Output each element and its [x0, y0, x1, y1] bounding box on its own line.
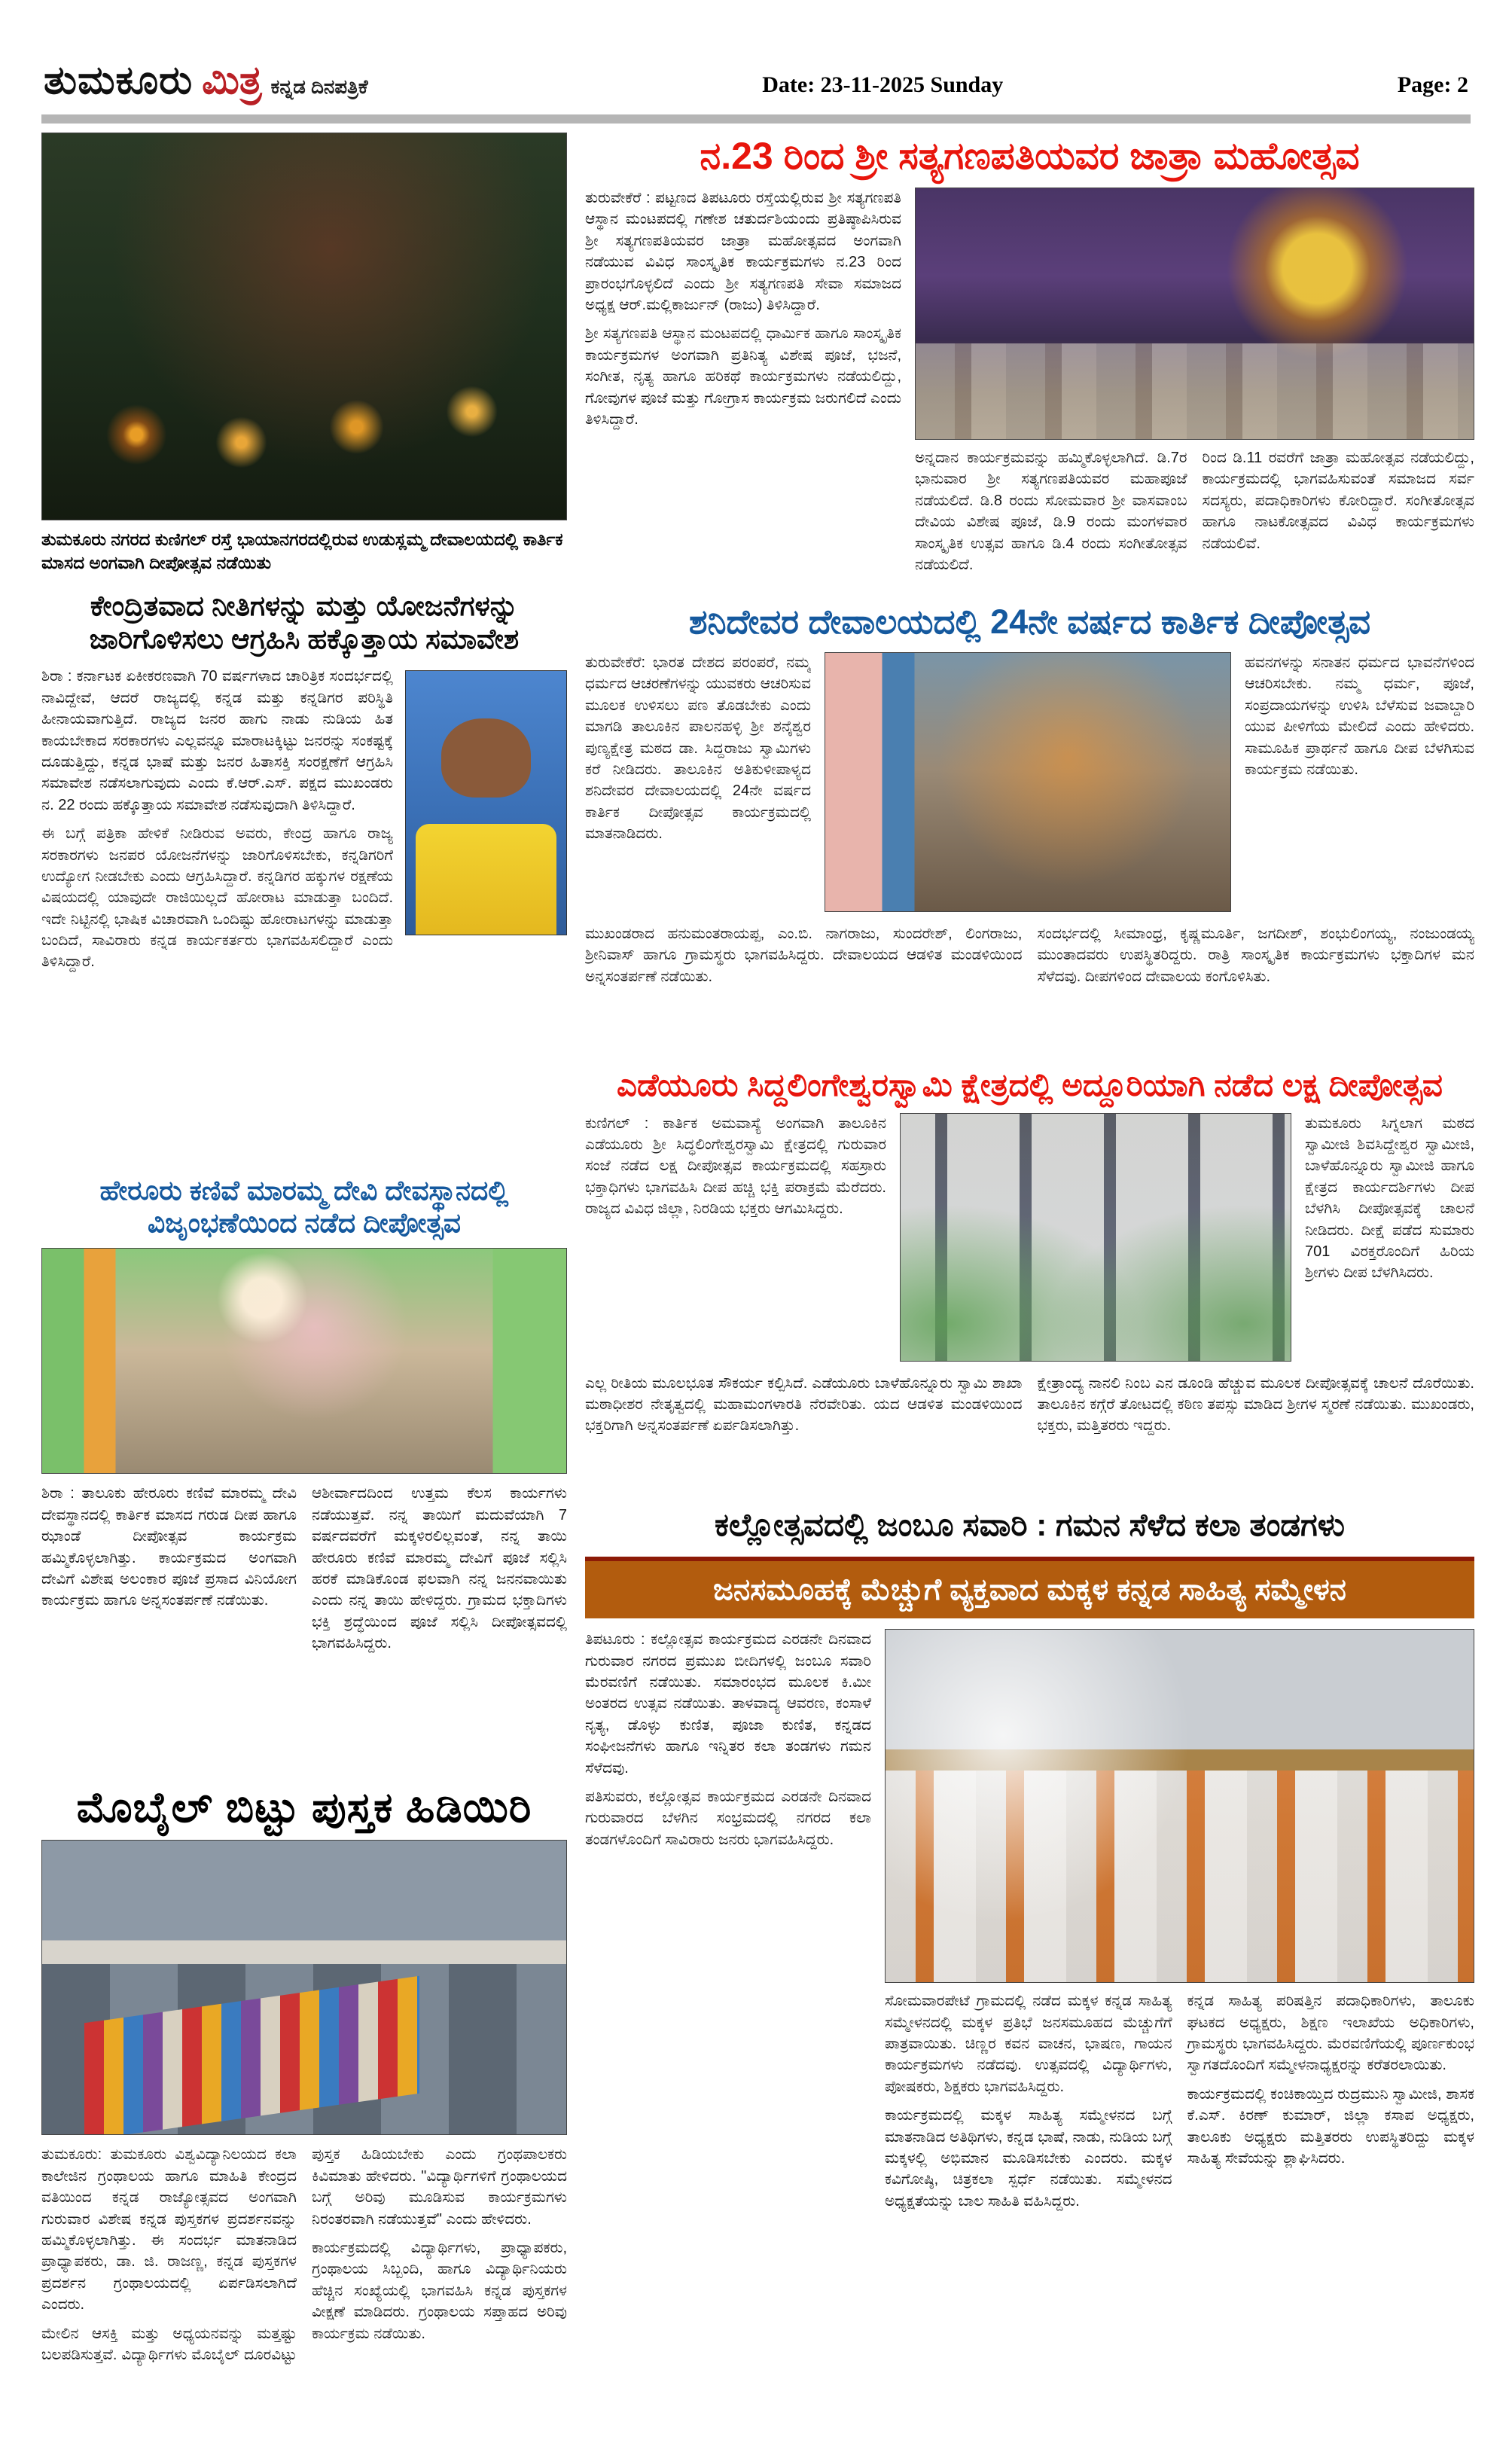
photo-jamboo-savari-procession	[885, 1629, 1474, 1983]
article-body: ಶ್ರೀ ಸತ್ಯಗಣಪತಿ ಆಸ್ಥಾನ ಮಂಟಪದಲ್ಲಿ ಧಾರ್ಮಿಕ ಹಾಗೂ ಸಾಂಸ್ಕೃತಿಕ ಕಾರ್ಯಕ್ರಮಗಳ ಅಂಗವಾಗಿ ಪ್ರತಿನಿತ್ಯ ವಿಶೇಷ ಪೂಜೆ, ಭಜನೆ, ಸಂಗೀತ, ನೃತ್ಯ ಹಾಗೂ ಹರಿಕಥೆ ಕಾರ್ಯಕ್ರಮಗಳು ನಡೆಯಲಿದ್ದು, ಗೋವುಗಳ ಪೂಜೆ ಮತ್ತು ಗೋಗ್ರಾಸ ಕಾರ್ಯಕ್ರಮ ಜರುಗಲಿದೆ ಎಂದು ತಿಳಿಸಿದ್ದಾರೆ.	[585, 325, 901, 428]
headline-heruru: ಹೇರೂರು ಕಣಿವೆ ಮಾರಮ್ಮ ದೇವಿ ದೇವಸ್ಥಾನದಲ್ಲಿ ವಿಜೃಂಭಣೆಯಿಂದ ನಡೆದ ದೀಪೋತ್ಸವ	[99, 1175, 509, 1238]
photo-shani-deepotsava	[825, 652, 1231, 912]
photo-jathra-felicitation	[915, 188, 1474, 440]
article-body: ರಿಂದ ಡಿ.11 ರವರೆಗೆ ಜಾತ್ರಾ ಮಹೋತ್ಸವ ನಡೆಯಲಿದ್ದು, ಕಾರ್ಯಕ್ರಮದಲ್ಲಿ ಭಾಗವಹಿಸುವಂತೆ ಸಮಾಜದ ಸರ್ವ ಸದಸ್ಯರು, ಪದಾಧಿಕಾರಿಗಳು ಕೋರಿದ್ದಾರೆ. ಸಂಗೀತೋತ್ಸವ ಹಾಗೂ ನಾಟಕೋತ್ಸವದ ವಿವಿಧ ಕಾರ್ಯಕ್ರಮಗಳು ನಡೆಯಲಿವೆ.	[1202, 450, 1474, 552]
headline-pustaka: ಮೊಬೈಲ್ ಬಿಟ್ಟು ಪುಸ್ತಕ ಹಿಡಿಯಿರಿ	[76, 1783, 532, 1832]
headline-jathra: ನ.23 ರಿಂದ ಶ್ರೀ ಸತ್ಯಗಣಪತಿಯವರ ಜಾತ್ರಾ ಮಹೋತ್ಸವ	[700, 135, 1360, 177]
article-samavesha	[41, 666, 567, 1163]
article-body: ಅನ್ನದಾನ ಕಾರ್ಯಕ್ರಮವನ್ನು ಹಮ್ಮಿಕೊಳ್ಳಲಾಗಿದೆ. ಡಿ.7ರ ಭಾನುವಾರ ಶ್ರೀ ಸತ್ಯಗಣಪತಿಯವರ ಮಹಾಪೂಜೆ ನಡೆಯಲಿದೆ. ಡಿ.8 ರಂದು ಸೋಮವಾರ ಶ್ರೀ ವಾಸವಾಂಬ ದೇವಿಯ ವಿಶೇಷ ಪೂಜೆ, ಡಿ.9 ರಂದು ಮಂಗಳವಾರ ಸಾಂಸ್ಕೃತಿಕ ಉತ್ಸವ ಹಾಗೂ ಡಿ.4 ರಂದು ಸಂಗೀತೋತ್ಸವ ನಡೆಯಲಿದೆ.	[915, 450, 1187, 573]
article-jathra-top	[585, 188, 1474, 594]
article-body: ಕಾರ್ಯಕ್ರಮದಲ್ಲಿ ಮಕ್ಕಳ ಸಾಹಿತ್ಯ ಸಮ್ಮೇಳನದ ಬಗ್ಗೆ ಮಾತನಾಡಿದ ಅತಿಥಿಗಳು, ಕನ್ನಡ ಭಾಷೆ, ನಾಡು, ನುಡಿಯ ಬಗ್ಗೆ ಮಕ್ಕಳಲ್ಲಿ ಅಭಿಮಾನ ಮೂಡಿಸಬೇಕು ಎಂದರು. ಮಕ್ಕಳ ಕವಿಗೋಷ್ಠಿ, ಚಿತ್ರಕಲಾ ಸ್ಪರ್ಧೆ ನಡೆಯಿತು. ಸಮ್ಮೇಳನದ ಅಧ್ಯಕ್ಷತೆಯನ್ನು ಬಾಲ ಸಾಹಿತಿ ವಹಿಸಿದ್ದರು.	[885, 2107, 1172, 2210]
article-body: ಪತಿಸುವರು, ಕಲ್ಲೋತ್ಸವ ಕಾರ್ಯಕ್ರಮದ ಎರಡನೇ ದಿನವಾದ ಗುರುವಾರದ ಬೆಳಗಿನ ಸಂಭ್ರಮದಲ್ಲಿ ನಗರದ ಕಲಾ ತಂಡಗಳೊಂದಿಗೆ ಸಾವಿರಾರು ಜನರು ಭಾಗವಹಿಸಿದ್ದರು.	[585, 1788, 871, 1848]
article-body: ಸೋಮವಾರಪೇಟೆ ಗ್ರಾಮದಲ್ಲಿ ನಡೆದ ಮಕ್ಕಳ ಕನ್ನಡ ಸಾಹಿತ್ಯ ಸಮ್ಮೇಳನದಲ್ಲಿ ಮಕ್ಕಳ ಪ್ರತಿಭೆ ಜನಸಮೂಹದ ಮೆಚ್ಚುಗೆಗೆ ಪಾತ್ರವಾಯಿತು. ಚಿಣ್ಣರ ಕವನ ವಾಚನ, ಭಾಷಣ, ಗಾಯನ ಕಾರ್ಯಕ್ರಮಗಳು ನಡೆದವು. ಉತ್ಸವದಲ್ಲಿ ವಿದ್ಯಾರ್ಥಿಗಳು, ಪೋಷಕರು, ಶಿಕ್ಷಕರು ಭಾಗವಹಿಸಿದ್ದರು.	[885, 1993, 1172, 2095]
right-column	[585, 133, 1474, 2423]
photo-leader-portrait	[405, 670, 567, 935]
article-pustaka	[41, 2144, 567, 2423]
article-body: ಮೇಲಿನ ಆಸಕ್ತಿ ಮತ್ತು ಅಧ್ಯಯನವನ್ನು ಮತ್ತಷ್ಟು ಬಲಪಡಿಸುತ್ತವೆ. ವಿದ್ಯಾರ್ಥಿಗಳು ಮೊಬೈಲ್ ದೂರವಿಟ್ಟು ಪುಸ್ತಕ ಹಿಡಿಯಬೇಕು ಎಂದು ಗ್ರಂಥಪಾಲಕರು ಕಿವಿಮಾತು ಹೇಳಿದರು. "ವಿದ್ಯಾರ್ಥಿಗಳಿಗೆ ಗ್ರಂಥಾಲಯದ ಬಗ್ಗೆ ಅರಿವು ಮೂಡಿಸುವ ಕಾರ್ಯಕ್ರಮಗಳು ನಿರಂತರವಾಗಿ ನಡೆಯುತ್ತವೆ" ಎಂದು ಹೇಳಿದರು.	[41, 2146, 567, 2363]
photo-karthika-lamps	[41, 133, 567, 520]
page-number: Page: 2	[1397, 72, 1468, 97]
article-body: ಹವನಗಳನ್ನು ಸನಾತನ ಧರ್ಮದ ಭಾವನೆಗಳಿಂದ ಆಚರಿಸಬೇಕು. ನಮ್ಮ ಧರ್ಮ, ಪೂಜೆ, ಸಂಪ್ರದಾಯಗಳನ್ನು ಉಳಿಸಿ ಬೆಳೆಸುವ ಜವಾಬ್ದಾರಿ ಯುವ ಪೀಳಿಗೆಯ ಮೇಲಿದೆ ಎಂದು ಹೇಳಿದರು. ಸಾಮೂಹಿಕ ಪ್ರಾರ್ಥನೆ ಹಾಗೂ ದೀಪ ಬೆಳಗಿಸುವ ಕಾರ್ಯಕ್ರಮ ನಡೆಯಿತು.	[1245, 654, 1474, 779]
article-jathra-bottom	[915, 447, 1474, 590]
article-body: ಕನ್ನಡ ಸಾಹಿತ್ಯ ಪರಿಷತ್ತಿನ ಪದಾಧಿಕಾರಿಗಳು, ತಾಲೂಕು ಘಟಕದ ಅಧ್ಯಕ್ಷರು, ಶಿಕ್ಷಣ ಇಲಾಖೆಯ ಅಧಿಕಾರಿಗಳು, ಗ್ರಾಮಸ್ಥರು ಭಾಗವಹಿಸಿದ್ದರು. ಮೆರವಣಿಗೆಯಲ್ಲಿ ಪೂರ್ಣಕುಂಭ ಸ್ವಾಗತದೊಂದಿಗೆ ಸಮ್ಮೇಳನಾಧ್ಯಕ್ಷರನ್ನು ಕರೆತರಲಾಯಿತು.	[1187, 1993, 1474, 2074]
edition-date: Date: 23-11-2025 Sunday	[762, 72, 1004, 97]
article-body: ಸಂದರ್ಭದಲ್ಲಿ ಸೀಮಾಂಧ್ರ, ಕೃಷ್ಣಮೂರ್ತಿ, ಜಗದೀಶ್, ಶಂಭುಲಿಂಗಯ್ಯ, ನಂಜುಂಡಯ್ಯ ಮುಂತಾದವರು ಉಪಸ್ಥಿತರಿದ್ದರು. ರಾತ್ರಿ ಸಾಂಸ್ಕೃತಿಕ ಕಾರ್ಯಕ್ರಮಗಳು ಭಕ್ತಾದಿಗಳ ಮನ ಸೆಳೆದವು. ದೀಪಗಳಿಂದ ದೇವಾಲಯ ಕಂಗೊಳಿಸಿತು.	[1037, 926, 1474, 985]
lamp-photo-caption: ತುಮಕೂರು ನಗರದ ಕುಣಿಗಲ್ ರಸ್ತೆ ಭಾಯಾನಗರದಲ್ಲಿರುವ ಉಡುಸ್ಲಮ್ಮ ದೇವಾಲಯದಲ್ಲಿ ಕಾರ್ತಿಕ ಮಾಸದ ಅಂಗವಾಗಿ ದೀಪೋತ್ಸವ ನಡೆಯಿತು	[41, 529, 563, 573]
headline-kallotsava: ಕಲ್ಲೋತ್ಸವದಲ್ಲಿ ಜಂಬೂ ಸವಾರಿ : ಗಮನ ಸೆಳೆದ ಕಲಾ ತಂಡಗಳು	[715, 1506, 1345, 1542]
photo-heruru-temple-group	[41, 1248, 567, 1474]
article-edeyuru-col3	[1305, 1113, 1474, 1365]
article-sammelana	[585, 1629, 1474, 2423]
article-body: ತಿಪಟೂರು : ಕಲ್ಲೋತ್ಸವ ಕಾರ್ಯಕ್ರಮದ ಎರಡನೇ ದಿನವಾದ ಗುರುವಾರ ನಗರದ ಪ್ರಮುಖ ಬೀದಿಗಳಲ್ಲಿ ಜಂಬೂ ಸವಾರಿ ಮೆರವಣಿಗೆ ನಡೆಯಿತು. ಸಮಾರಂಭದ ಮೂಲಕ ಕಿ.ಮೀ ಅಂತರದ ಉತ್ಸವ ನಡೆಯಿತು. ತಾಳವಾದ್ಯ ಆವರಣ, ಕಂಸಾಳೆ ನೃತ್ಯ, ಡೊಳ್ಳು ಕುಣಿತ, ಪೂಜಾ ಕುಣಿತ, ಕನ್ನಡದ ಸಂಘೀಜನೆಗಳು ಹಾಗೂ ಇನ್ನಿತರ ಕಲಾ ತಂಡಗಳು ಗಮನ ಸೆಳೆದವು.	[585, 1631, 871, 1777]
article-body: ಈ ಬಗ್ಗೆ ಪತ್ರಿಕಾ ಹೇಳಿಕೆ ನೀಡಿರುವ ಅವರು, ಕೇಂದ್ರ ಹಾಗೂ ರಾಜ್ಯ ಸರಕಾರಗಳು ಜನಪರ ಯೋಜನೆಗಳನ್ನು ಜಾರಿಗೊಳಿಸಬೇಕು, ಕನ್ನಡಿಗರಿಗೆ ಉದ್ಯೋಗ ನೀಡಬೇಕು ಎಂದು ಆಗ್ರಹಿಸಿದ್ದಾರೆ. ಕನ್ನಡಿಗರ ಹಕ್ಕುಗಳ ರಕ್ಷಣೆಯ ವಿಷಯದಲ್ಲಿ ಯಾವುದೇ ರಾಜಿಯಿಲ್ಲದೆ ಹೋರಾಟ ಮಾಡುತ್ತಾ ಬಂದಿದೆ. ಇದೇ ನಿಟ್ಟಿನಲ್ಲಿ ಭಾಷಿಕ ವಿಚಾರವಾಗಿ ಒಂದಿಷ್ಟು ಹೋರಾಟಗಳನ್ನು ಮಾಡುತ್ತಾ ಬಂದಿದೆ, ಸಾವಿರಾರು ಕನ್ನಡ ಕಾರ್ಯಕರ್ತರು ಭಾಗವಹಿಸಲಿದ್ದಾರೆ ಎಂದು ತಿಳಿಸಿದ್ದಾರೆ.	[41, 825, 393, 971]
article-body: ಆಶೀರ್ವಾದದಿಂದ ಉತ್ತಮ ಕೆಲಸ ಕಾರ್ಯಗಳು ನಡೆಯುತ್ತವೆ. ನನ್ನ ತಾಯಿಗೆ ಮದುವೆಯಾಗಿ 7 ವರ್ಷದವರೆಗೆ ಮಕ್ಕಳಿರಲಿಲ್ಲವಂತೆ, ನನ್ನ ತಾಯಿ ಹೇರೂರು ಕಣಿವೆ ಮಾರಮ್ಮ ದೇವಿಗೆ ಪೂಜೆ ಸಲ್ಲಿಸಿ ಹರಕೆ ಮಾಡಿಕೊಂಡ ಫಲವಾಗಿ ನನ್ನ ಜನನವಾಯಿತು ಎಂದು ನನ್ನ ತಾಯಿ ಹೇಳಿದ್ದರು. ಗ್ರಾಮದ ಭಕ್ತಾದಿಗಳು ಭಕ್ತಿ ಶ್ರದ್ಧೆಯಿಂದ ಪೂಜೆ ಸಲ್ಲಿಸಿ ದೀಪೋತ್ಸವದಲ್ಲಿ ಭಾಗವಹಿಸಿದ್ದರು.	[312, 1485, 567, 1652]
article-heruru	[41, 1483, 567, 1769]
article-edeyuru-top	[585, 1113, 1474, 1365]
article-edeyuru-col1	[585, 1113, 886, 1365]
article-body: ತುರುವೇಕೆರೆ: ಭಾರತ ದೇಶದ ಪರಂಪರೆ, ನಮ್ಮ ಧರ್ಮದ ಆಚರಣೆಗಳನ್ನು ಯುವಕರು ಆಚರಿಸುವ ಮೂಲಕ ಉಳಿಸಲು ಪಣ ತೊಡಬೇಕು ಎಂದು ಮಾಗಡಿ ತಾಲೂಕಿನ ಪಾಲನಹಳ್ಳಿ ಶ್ರೀ ಶನೈಶ್ವರ ಪುಣ್ಯಕ್ಷೇತ್ರ ಮಠದ ಡಾ. ಸಿದ್ದರಾಜು ಸ್ವಾಮಿಗಳು ಕರೆ ನೀಡಿದರು. ತಾಲೂಕಿನ ಅತಿಕುಳೀಪಾಳ್ಯದ ಶನಿದೇವರ ದೇವಾಲಯದಲ್ಲಿ 24ನೇ ವರ್ಷದ ಕಾರ್ತಿಕ ದೀಪೋತ್ಸವ ಕಾರ್ಯಕ್ರಮದಲ್ಲಿ ಮಾತನಾಡಿದರು.	[585, 654, 811, 843]
masthead-tagline: ಕನ್ನಡ ದಿನಪತ್ರಿಕೆ	[270, 75, 368, 98]
headline-samavesha: ಕೇಂದ್ರಿತವಾದ ನೀತಿಗಳನ್ನು ಮತ್ತು ಯೋಜನೆಗಳನ್ನು ಜಾರಿಗೊಳಿಸಲು ಆಗ್ರಹಿಸಿ ಹಕ್ಕೊತ್ತಾಯ ಸಮಾವೇಶ	[89, 590, 520, 654]
article-shani-bottom	[585, 923, 1474, 1059]
headline-shani: ಶನಿದೇವರ ದೇವಾಲಯದಲ್ಲಿ 24ನೇ ವರ್ಷದ ಕಾರ್ತಿಕ ದೀಪೋತ್ಸವ	[688, 602, 1371, 641]
article-sammelana-bottom	[885, 1990, 1474, 2352]
banner-headline-sammelana: ಜನಸಮೂಹಕ್ಕೆ ಮೆಚ್ಚುಗೆ ವ್ಯಕ್ತವಾದ ಮಕ್ಕಳ ಕನ್ನಡ ಸಾಹಿತ್ಯ ಸಮ್ಮೇಳನ	[585, 1557, 1474, 1618]
article-body: ತುಮಕೂರು ಸಿಗ್ನಲಾಗ ಮಠದ ಸ್ವಾಮೀಜಿ ಶಿವಸಿದ್ದೇಶ್ವರ ಸ್ವಾಮೀಜಿ, ಬಾಳೆಹೊನ್ನೂರು ಸ್ವಾಮೀಜಿ ಹಾಗೂ ಕ್ಷೇತ್ರದ ಕಾರ್ಯದರ್ಶಿಗಳು ದೀಪ ಬೆಳಗಿಸಿ ದೀಪೋತ್ಸವಕ್ಕೆ ಚಾಲನೆ ನೀಡಿದರು. ದೀಕ್ಷೆ ಪಡೆದ ಸುಮಾರು 701 ವಿರಕ್ತರೊಂದಿಗೆ ಹಿರಿಯ ಶ್ರೀಗಳು ದೀಪ ಬೆಳಗಿಸಿದರು.	[1305, 1115, 1474, 1282]
article-body: ಎಲ್ಲ ರೀತಿಯ ಮೂಲಭೂತ ಸೌಕರ್ಯ ಕಲ್ಪಿಸಿದೆ. ಎಡೆಯೂರು ಬಾಳೆಹೊನ್ನೂರು ಸ್ವಾಮಿ ಶಾಖಾ ಮಠಾಧೀಶರ ನೇತೃತ್ವದಲ್ಲಿ ಮಹಾಮಂಗಳಾರತಿ ನೆರವೇರಿತು. ಯದ ಆಡಳಿತ ಮಂಡಳಿಯಿಂದ ಭಕ್ತರಿಗಾಗಿ ಅನ್ನಸಂತರ್ಪಣೆ ಏರ್ಪಡಿಸಲಾಗಿತ್ತು.	[585, 1374, 1023, 1435]
article-edeyuru-bottom	[585, 1373, 1474, 1497]
photo-edeyuru-stage	[900, 1113, 1291, 1362]
article-shani-top	[585, 652, 1474, 916]
masthead-title: ತುಮಕೂರು	[44, 59, 194, 102]
sammelana-right	[885, 1629, 1474, 2423]
page-content	[41, 133, 1474, 2423]
article-jathra-col1	[585, 188, 901, 594]
article-body: ಕುಣಿಗಲ್ : ಕಾರ್ತಿಕ ಅಮವಾಸ್ಯೆ ಅಂಗವಾಗಿ ತಾಲೂಕಿನ ಎಡೆಯೂರು ಶ್ರೀ ಸಿದ್ಧಲಿಂಗೇಶ್ವರಸ್ವಾಮಿ ಕ್ಷೇತ್ರದಲ್ಲಿ ಗುರುವಾರ ಸಂಜೆ ನಡೆದ ಲಕ್ಷ ದೀಪೋತ್ಸವ ಕಾರ್ಯಕ್ರಮದಲ್ಲಿ ಸಹಸ್ರಾರು ಭಕ್ತಾಧಿಗಳು ಭಾಗವಹಿಸಿ ದೀಪ ಹಚ್ಚಿ ಭಕ್ತಿ ಪರಾಕ್ರಮೆ ಮೆರೆದರು. ರಾಜ್ಯದ ವಿವಿಧ ಜಿಲ್ಲಾ, ನಿರಡಿಯ ಭಕ್ತರು ಆಗಮಿಸಿದ್ದರು.	[585, 1115, 886, 1218]
masthead-accent: ಮಿತ್ರ	[202, 59, 262, 102]
photo-book-exhibition	[41, 1840, 567, 2135]
page-header	[0, 0, 1512, 113]
article-body: ಶಿರಾ : ಕರ್ನಾಟಕ ಏಕೀಕರಣವಾಗಿ 70 ವರ್ಷಗಳಾದ ಚಾರಿತ್ರಿಕ ಸಂದರ್ಭದಲ್ಲಿ ನಾವಿದ್ದೇವೆ, ಆದರೆ ರಾಜ್ಯದಲ್ಲಿ ಕನ್ನಡ ಮತ್ತು ಕನ್ನಡಿಗರ ಪರಿಸ್ಥಿತಿ ಹೀನಾಯವಾಗುತ್ತಿದೆ. ರಾಜ್ಯದ ಜನರ ಹಾಗು ನಾಡು ನುಡಿಯ ಹಿತ ಕಾಯಬೇಕಾದ ಸರಕಾರಗಳು ಎಲ್ಲವನ್ನೂ ಮಾರಾಟಕ್ಕಿಟ್ಟು ಜನರನ್ನು ಸಂಕಷ್ಟಕ್ಕೆ ದೂಡುತ್ತಿದ್ದು, ಕನ್ನಡ ಭಾಷೆ ಮತ್ತು ಜನರ ಹಿತಾಸಕ್ತಿ ಸಂರಕ್ಷಣೆಗೆ ಆಗ್ರಹಿಸಿ ಸಮಾವೇಶ ನಡೆಸಲಾಗುವುದು ಎಂದು ಕೆ.ಆರ್.ಎಸ್. ಪಕ್ಷದ ಮುಖಂಡರು ನ. 22 ರಂದು ಹಕ್ಕೊತ್ತಾಯ ಸಮಾವೇಶ ನಡೆಸುವುದಾಗಿ ತಿಳಿಸಿದ್ದಾರೆ.	[41, 668, 393, 813]
article-shani-col3	[1245, 652, 1474, 916]
article-jathra-right	[915, 188, 1474, 594]
left-column	[41, 133, 567, 2423]
article-body: ತುರುವೇಕೆರೆ : ಪಟ್ಟಣದ ತಿಪಟೂರು ರಸ್ತೆಯಲ್ಲಿರುವ ಶ್ರೀ ಸತ್ಯಗಣಪತಿ ಆಸ್ಥಾನ ಮಂಟಪದಲ್ಲಿ ಗಣೇಶ ಚತುರ್ದಶಿಯಂದು ಪ್ರತಿಷ್ಠಾಪಿಸಿರುವ ಶ್ರೀ ಸತ್ಯಗಣಪತಿಯವರ ಜಾತ್ರಾ ಮಹೋತ್ಸವದ ಅಂಗವಾಗಿ ನಡೆಯುವ ವಿವಿಧ ಸಾಂಸ್ಕೃತಿಕ ಕಾರ್ಯಕ್ರಮಗಳು ನ.23 ರಿಂದ ಪ್ರಾರಂಭಗೊಳ್ಳಲಿದೆ ಎಂದು ಶ್ರೀ ಸತ್ಯಗಣಪತಿ ಸೇವಾ ಸಮಾಜದ ಅಧ್ಯಕ್ಷ ಆರ್.ಮಲ್ಲಿಕಾರ್ಜುನ್ (ರಾಜು) ತಿಳಿಸಿದ್ದಾರೆ.	[585, 190, 901, 313]
article-body: ತುಮಕೂರು: ತುಮಕೂರು ವಿಶ್ವವಿದ್ಯಾನಿಲಯದ ಕಲಾ ಕಾಲೇಜಿನ ಗ್ರಂಥಾಲಯ ಹಾಗೂ ಮಾಹಿತಿ ಕೇಂದ್ರದ ವತಿಯಿಂದ ಕನ್ನಡ ರಾಜ್ಯೋತ್ಸವದ ಅಂಗವಾಗಿ ಗುರುವಾರ ವಿಶೇಷ ಕನ್ನಡ ಪುಸ್ತಕಗಳ ಪ್ರದರ್ಶನವನ್ನು ಹಮ್ಮಿಕೊಳ್ಳಲಾಗಿತ್ತು. ಈ ಸಂದರ್ಭ ಮಾತನಾಡಿದ ಪ್ರಾಧ್ಯಾಪಕರು, ಡಾ. ಜಿ. ರಾಜಣ್ಣ, ಕನ್ನಡ ಪುಸ್ತಕಗಳ ಪ್ರದರ್ಶನ ಗ್ರಂಥಾಲಯದಲ್ಲಿ ಏರ್ಪಡಿಸಲಾಗಿದೆ ಎಂದರು.	[41, 2146, 297, 2313]
article-body: ಕಾರ್ಯಕ್ರಮದಲ್ಲಿ ಕಂಚಿಕಾಯ್ತಿದ ರುದ್ರಮುನಿ ಸ್ವಾಮೀಜಿ, ಶಾಸಕ ಕೆ.ಎಸ್. ಕಿರಣ್ ಕುಮಾರ್, ಜಿಲ್ಲಾ ಕಸಾಪ ಅಧ್ಯಕ್ಷರು, ತಾಲೂಕು ಅಧ್ಯಕ್ಷರು ಮತ್ತಿತರರು ಉಪಸ್ಥಿತರಿದ್ದು ಮಕ್ಕಳ ಸಾಹಿತ್ಯ ಸೇವೆಯನ್ನು ಶ್ಲಾಘಿಸಿದರು.	[1187, 2085, 1474, 2167]
article-kallotsava-lead	[585, 1629, 871, 2423]
header-rule	[41, 114, 1471, 124]
masthead	[44, 58, 368, 113]
article-body: ಕ್ಷೇತ್ರಾಂದ್ಯ ನಾನಲಿ ನಿಂಬ ಎನ ಡೂಂಡಿ ಹೆಚ್ಚುವ ಮೂಲಕ ದೀಪೋತ್ಸವಕ್ಕೆ ಚಾಲನೆ ದೊರೆಯಿತು. ತಾಲೂಕಿನ ಕಗ್ಗೆರೆ ತೋಟದಲ್ಲಿ ಕಠಿಣ ತಪಸ್ಸು ಮಾಡಿದ ಶ್ರೀಗಳ ಸ್ಮರಣೆ ನಡೆಯಿತು. ಮುಖಂಡರು, ಭಕ್ತರು, ಮತ್ತಿತರರು ಇದ್ದರು.	[1037, 1374, 1474, 1435]
article-body: ಕಾರ್ಯಕ್ರಮದಲ್ಲಿ ವಿದ್ಯಾರ್ಥಿಗಳು, ಪ್ರಾಧ್ಯಾಪಕರು, ಗ್ರಂಥಾಲಯ ಸಿಬ್ಬಂದಿ, ಹಾಗೂ ವಿದ್ಯಾರ್ಥಿನಿಯರು ಹೆಚ್ಚಿನ ಸಂಖ್ಯೆಯಲ್ಲಿ ಭಾಗವಹಿಸಿ ಕನ್ನಡ ಪುಸ್ತಕಗಳ ವೀಕ್ಷಣೆ ಮಾಡಿದರು. ಗ್ರಂಥಾಲಯ ಸಪ್ತಾಹದ ಅರಿವು ಕಾರ್ಯಕ್ರಮ ನಡೆಯಿತು.	[312, 2239, 567, 2342]
article-body: ಶಿರಾ : ತಾಲೂಕು ಹೇರೂರು ಕಣಿವೆ ಮಾರಮ್ಮ ದೇವಿ ದೇವಸ್ಥಾನದಲ್ಲಿ ಕಾರ್ತಿಕ ಮಾಸದ ಗರುಡ ದೀಪ ಹಾಗೂ ಝಾಂಡೆ ದೀಪೋತ್ಸವ ಕಾರ್ಯಕ್ರಮ ಹಮ್ಮಿಕೊಳ್ಳಲಾಗಿತ್ತು. ಕಾರ್ಯಕ್ರಮದ ಅಂಗವಾಗಿ ದೇವಿಗೆ ವಿಶೇಷ ಅಲಂಕಾರ ಪೂಜೆ ಪ್ರಸಾದ ವಿನಿಯೋಗ ಕಾರ್ಯಕ್ರಮ ಹಾಗೂ ಅನ್ನಸಂತರ್ಪಣೆ ನಡೆಯಿತು.	[41, 1485, 297, 1609]
headline-edeyuru: ಎಡೆಯೂರು ಸಿದ್ದಲಿಂಗೇಶ್ವರಸ್ವಾಮಿ ಕ್ಷೇತ್ರದಲ್ಲಿ ಅದ್ದೂರಿಯಾಗಿ ನಡೆದ ಲಕ್ಷ ದೀಪೋತ್ಸವ	[617, 1067, 1443, 1103]
article-body: ಮುಖಂಡರಾದ ಹನುಮಂತರಾಯಪ್ಪ, ಎಂ.ಬಿ. ನಾಗರಾಜು, ಸುಂದರೇಶ್, ಲಿಂಗರಾಜು, ಶ್ರೀನಿವಾಸ್ ಹಾಗೂ ಗ್ರಾಮಸ್ಥರು ಭಾಗವಹಿಸಿದ್ದರು. ದೇವಾಲಯದ ಆಡಳಿತ ಮಂಡಳಿಯಿಂದ ಅನ್ನಸಂತರ್ಪಣೆ ನಡೆಯಿತು.	[585, 926, 1023, 985]
article-shani-col1	[585, 652, 811, 916]
